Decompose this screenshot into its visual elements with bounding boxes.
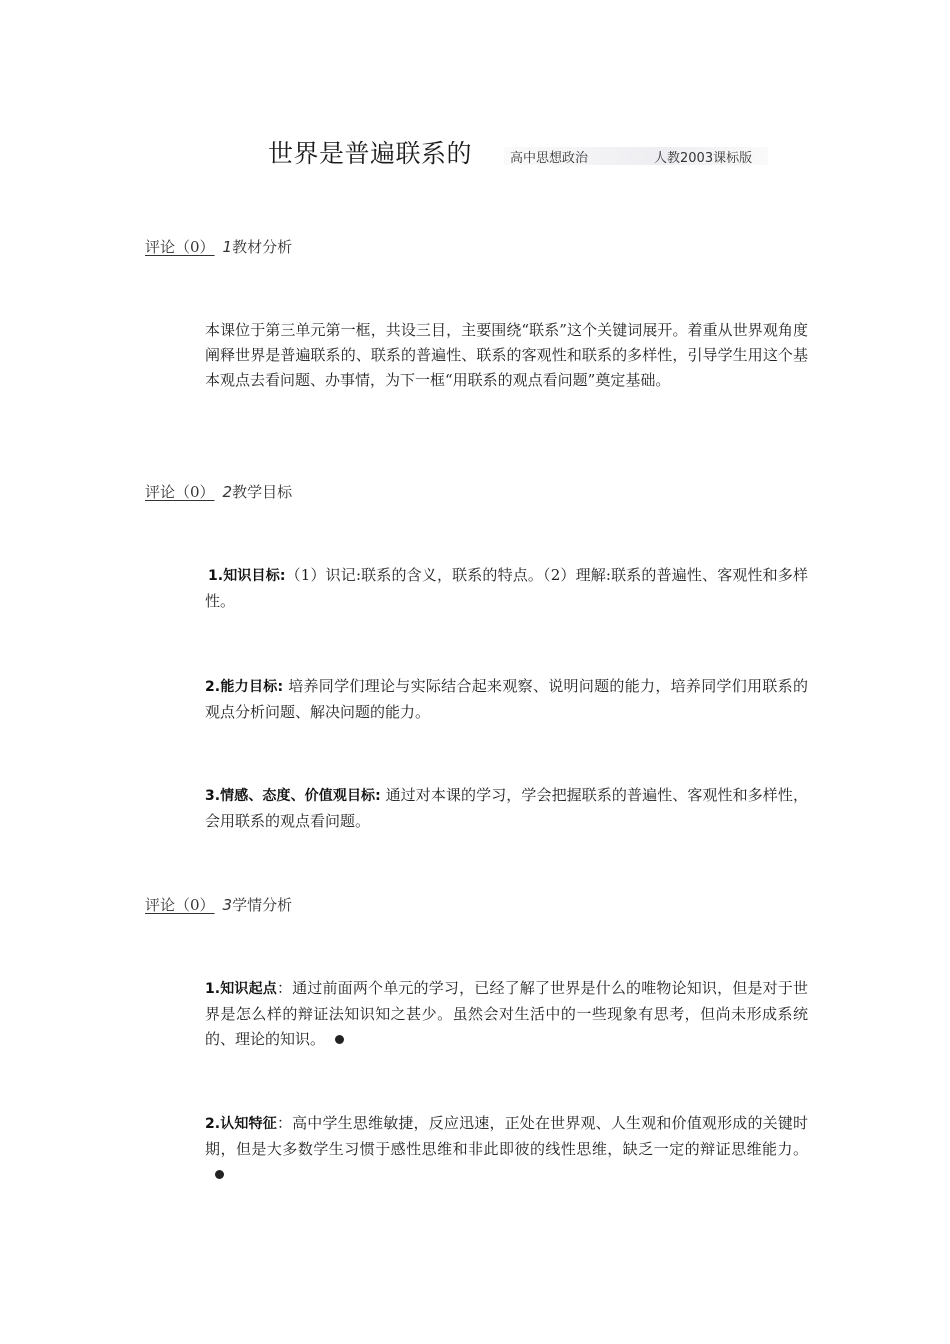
paragraph-ability-goal: 2.能力目标: 培养同学们理论与实际结合起来观察、说明问题的能力，培养同学们用联系的观点分析问题、解决问题的能力。 — [205, 677, 808, 721]
title-row — [268, 134, 788, 174]
section-title-3: 学情分析 — [232, 896, 293, 914]
section-number-2: 2 — [222, 483, 233, 501]
label-cognitive-traits: 2.认知特征 — [205, 1116, 277, 1132]
label-attitude-goal: 3.情感、态度、价值观目标: — [205, 788, 381, 804]
label-knowledge-goal: 1.知识目标: — [208, 568, 286, 584]
comment-link-3[interactable]: 评论（0） — [145, 896, 215, 914]
label-knowledge-start: 1.知识起点 — [205, 981, 277, 997]
section-number-1: 1 — [222, 238, 233, 256]
paragraph-knowledge-goal: 1.知识目标:（1）识记:联系的含义，联系的特点。（2）理解:联系的普遍性、客观性和多样性。 — [205, 566, 808, 610]
comment-link-1[interactable]: 评论（0） — [145, 238, 215, 256]
section-heading-3 — [145, 894, 292, 915]
paragraph-textbook-analysis: 本课位于第三单元第一框，共设三目，主要围绕“联系”这个关键词展开。着重从世界观角度阐释世界是普遍联系的、联系的普遍性、联系的客观性和联系的多样性，引导学生用这个基本观点去看问题、办事情，为下一框“用联系的观点看问题”奠定基础。 — [205, 321, 808, 389]
subject-label: 高中思想政治 — [510, 151, 589, 166]
paragraph-attitude-goal: 3.情感、态度、价值观目标: 通过对本课的学习，学会把握联系的普遍性、客观性和多样性，会用联系的观点看问题。 — [205, 786, 808, 830]
document-title: 世界是普遍联系的 — [268, 139, 473, 168]
paragraph-knowledge-start: 1.知识起点：通过前面两个单元的学习，已经了解了世界是什么的唯物论知识，但是对于世界是怎么样的辩证法知识知之甚少。虽然会对生活中的一些现象有思考，但尚未形成系统的、理论的知识。 — [205, 979, 808, 1048]
bullet-dot-icon — [215, 1170, 224, 1179]
edition-label: 人教2003课标版 — [654, 151, 753, 166]
bullet-dot-icon — [335, 1035, 344, 1044]
section-title-2: 教学目标 — [232, 483, 293, 501]
section-title-1: 教材分析 — [232, 238, 293, 256]
label-ability-goal: 2.能力目标: — [205, 679, 284, 695]
comment-link-2[interactable]: 评论（0） — [145, 483, 215, 501]
section-number-3: 3 — [222, 896, 233, 914]
paragraph-cognitive-traits: 2.认知特征：高中学生思维敏捷，反应迅速，正处在世界观、人生观和价值观形成的关键时期，但是大多数学生习惯于感性思维和非此即彼的线性思维，缺乏一定的辩证思维能力。 — [205, 1111, 808, 1187]
section-heading-2 — [145, 481, 292, 502]
section-heading-1 — [145, 236, 292, 257]
